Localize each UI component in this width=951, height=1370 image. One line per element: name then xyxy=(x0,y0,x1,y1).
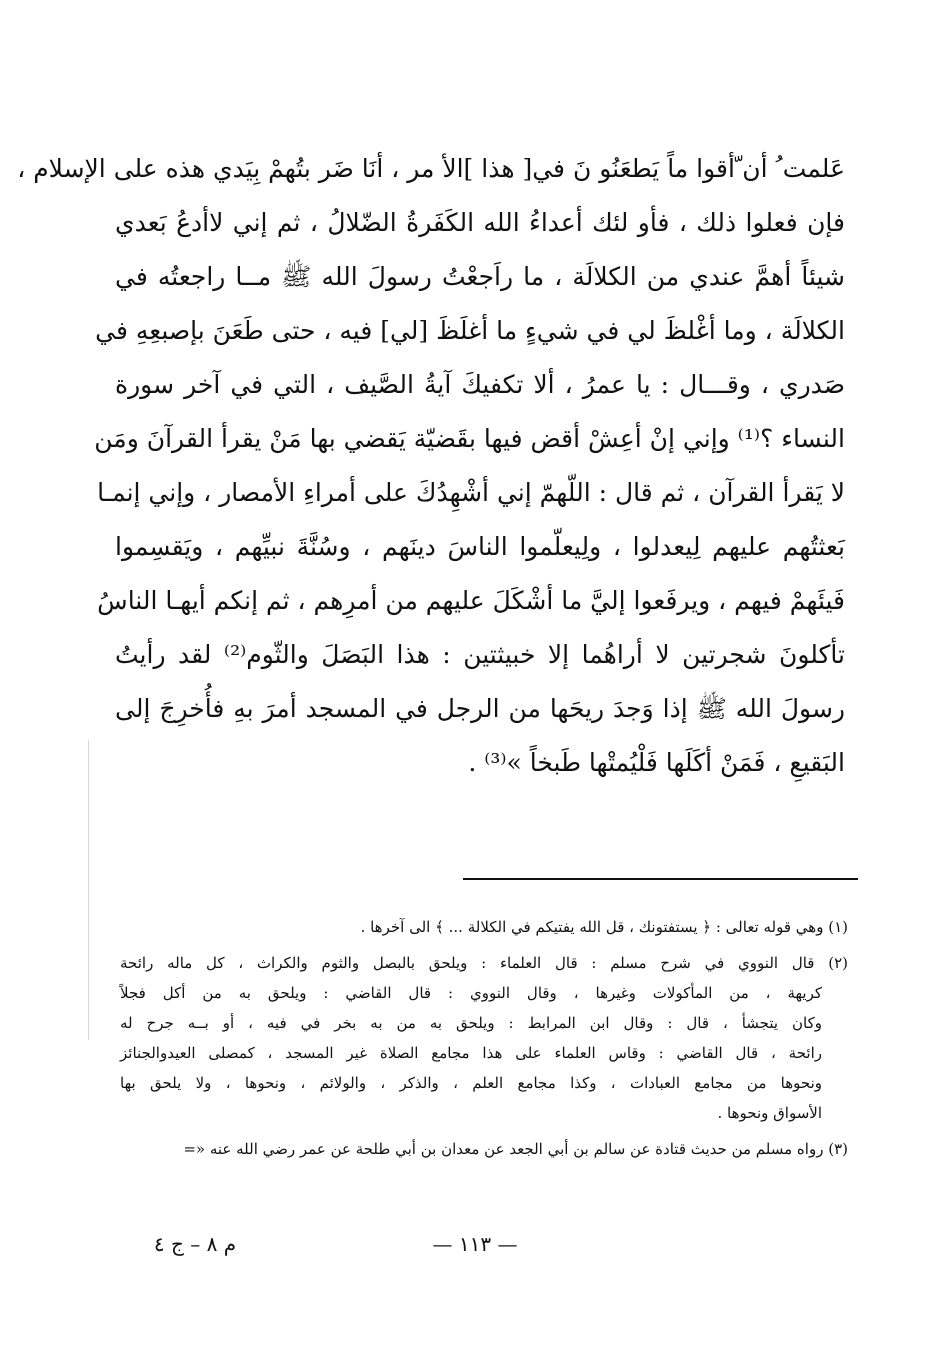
main-text-line: فإن فعلوا ذلك ، فأو لئك أعداءُ الله الكَفَرةُ الضّلالُ ، ثم إني لاأدعُ بَعدي xyxy=(115,208,845,237)
footnote-line: ونحوها من مجامع العبادات ، وكذا مجامع العلم ، والذكر ، والولائم ، ونحوها ، ولا يلحق بها xyxy=(120,1074,822,1092)
main-text-line: فَيئَهمْ فيهم ، ويرفَعوا إليَّ ما أشْكَلَ عليهم من أمرِهم ، ثم إنكم أيهـا الناسُ xyxy=(97,586,845,615)
main-text-line: رسولَ الله ﷺ إذا وَجدَ ريحَها من الرجل في المسجد أمرَ بهِ فأُخرِجَ إلى xyxy=(115,694,845,723)
scan-margin-line xyxy=(88,740,89,1040)
printer-signature: م ٨ – ج ٤ xyxy=(153,1232,237,1256)
footnote-1 xyxy=(120,912,848,942)
footnote-3 xyxy=(120,1134,848,1164)
page-number: — ١١٣ — xyxy=(432,1232,518,1256)
main-text-line: بَعثتُهم عليهم لِيعدلوا ، ولِيعلّموا الناسَ دينَهم ، وسُنَّةَ نبيِّهم ، ويَقسِموا xyxy=(115,532,845,561)
footnote-line: (٢) قال النووي في شرح مسلم : قال العلماء : ويلحق بالبصل والثوم والكراث ، كل ماله رائحة xyxy=(120,954,848,972)
footnote-line: وكان يتجشأ ، قال : وقال ابن المرابط : ويلحق به من به بخر في فيه ، أو بــه جرح له xyxy=(120,1014,822,1032)
main-text xyxy=(17,142,846,790)
main-text-line: عَلمت ُ أن ّأقوا ماً يَطعَنُو نَ في[ هذا ]الأ مر ، أنَا ضَر بتُهمْ بِيَدي هذه على الإسلام ، xyxy=(17,154,845,183)
main-text-line: تأكلونَ شجرتين لا أراهُما إلا خبيثتين : هذا البَصَلَ والثّوم⁽²⁾ لقد رأيتُ xyxy=(115,640,846,669)
footnote-separator xyxy=(463,878,858,880)
footnote-2 xyxy=(120,948,848,1128)
footnote-line: (٣) رواه مسلم من حديث قتادة عن سالم بن أبي الجعد عن معدان بن أبي طلحة عن عمر رضي الله عنه «= xyxy=(183,1140,848,1158)
footnote-line: كريهة ، من المأكولات وغيرها ، وقال النووي : قال القاضي : ويلحق به من أكل فجلاً xyxy=(120,984,822,1002)
main-text-line: النساء ؟⁽¹⁾ وإني إنْ أعِشْ أقض فيها بقَضيّة يَقضي بها مَنْ يقرأ القرآنَ ومَن xyxy=(94,424,845,453)
footnotes xyxy=(120,912,848,1170)
main-text-line: شيئاً أهمَّ عندي من الكلالَة ، ما راَجعْتُ رسولَ الله ﷺ مــا راجعتُه في xyxy=(115,262,845,291)
main-text-line: الكلالَة ، وما أغْلظَ لي في شيءٍ ما أغلَظَ [لي] فيه ، حتى طَعَنَ بإصبعِهِ في xyxy=(95,316,845,345)
footnote-line: رائحة ، قال القاضي : وقاس العلماء على هذا مجامع الصلاة غير المسجد ، كمصلى العيدوالجنائز xyxy=(120,1044,822,1062)
main-text-line: البَقيعِ ، فَمَنْ أكَلَها فَلْيُمتْها طَبخاً »⁽³⁾ . xyxy=(468,748,845,777)
main-text-line: لا يَقرأ القرآن ، ثم قال : اللّهمّ إني أشْهِدُكَ على أمراءِ الأمصار ، وإني إنمـا xyxy=(97,478,845,507)
footnote-line: (١) وهي قوله تعالى : ﴿ يستفتونك ، قل الله يفتيكم في الكلالة ... ﴾ الى آخرها . xyxy=(360,918,848,936)
footnote-line: الأسواق ونحوها . xyxy=(717,1104,822,1122)
main-text-line: صَدري ، وقـــال : يا عمرُ ، ألا تكفيكَ آيةُ الصَّيف ، التي في آخر سورة xyxy=(115,370,845,399)
